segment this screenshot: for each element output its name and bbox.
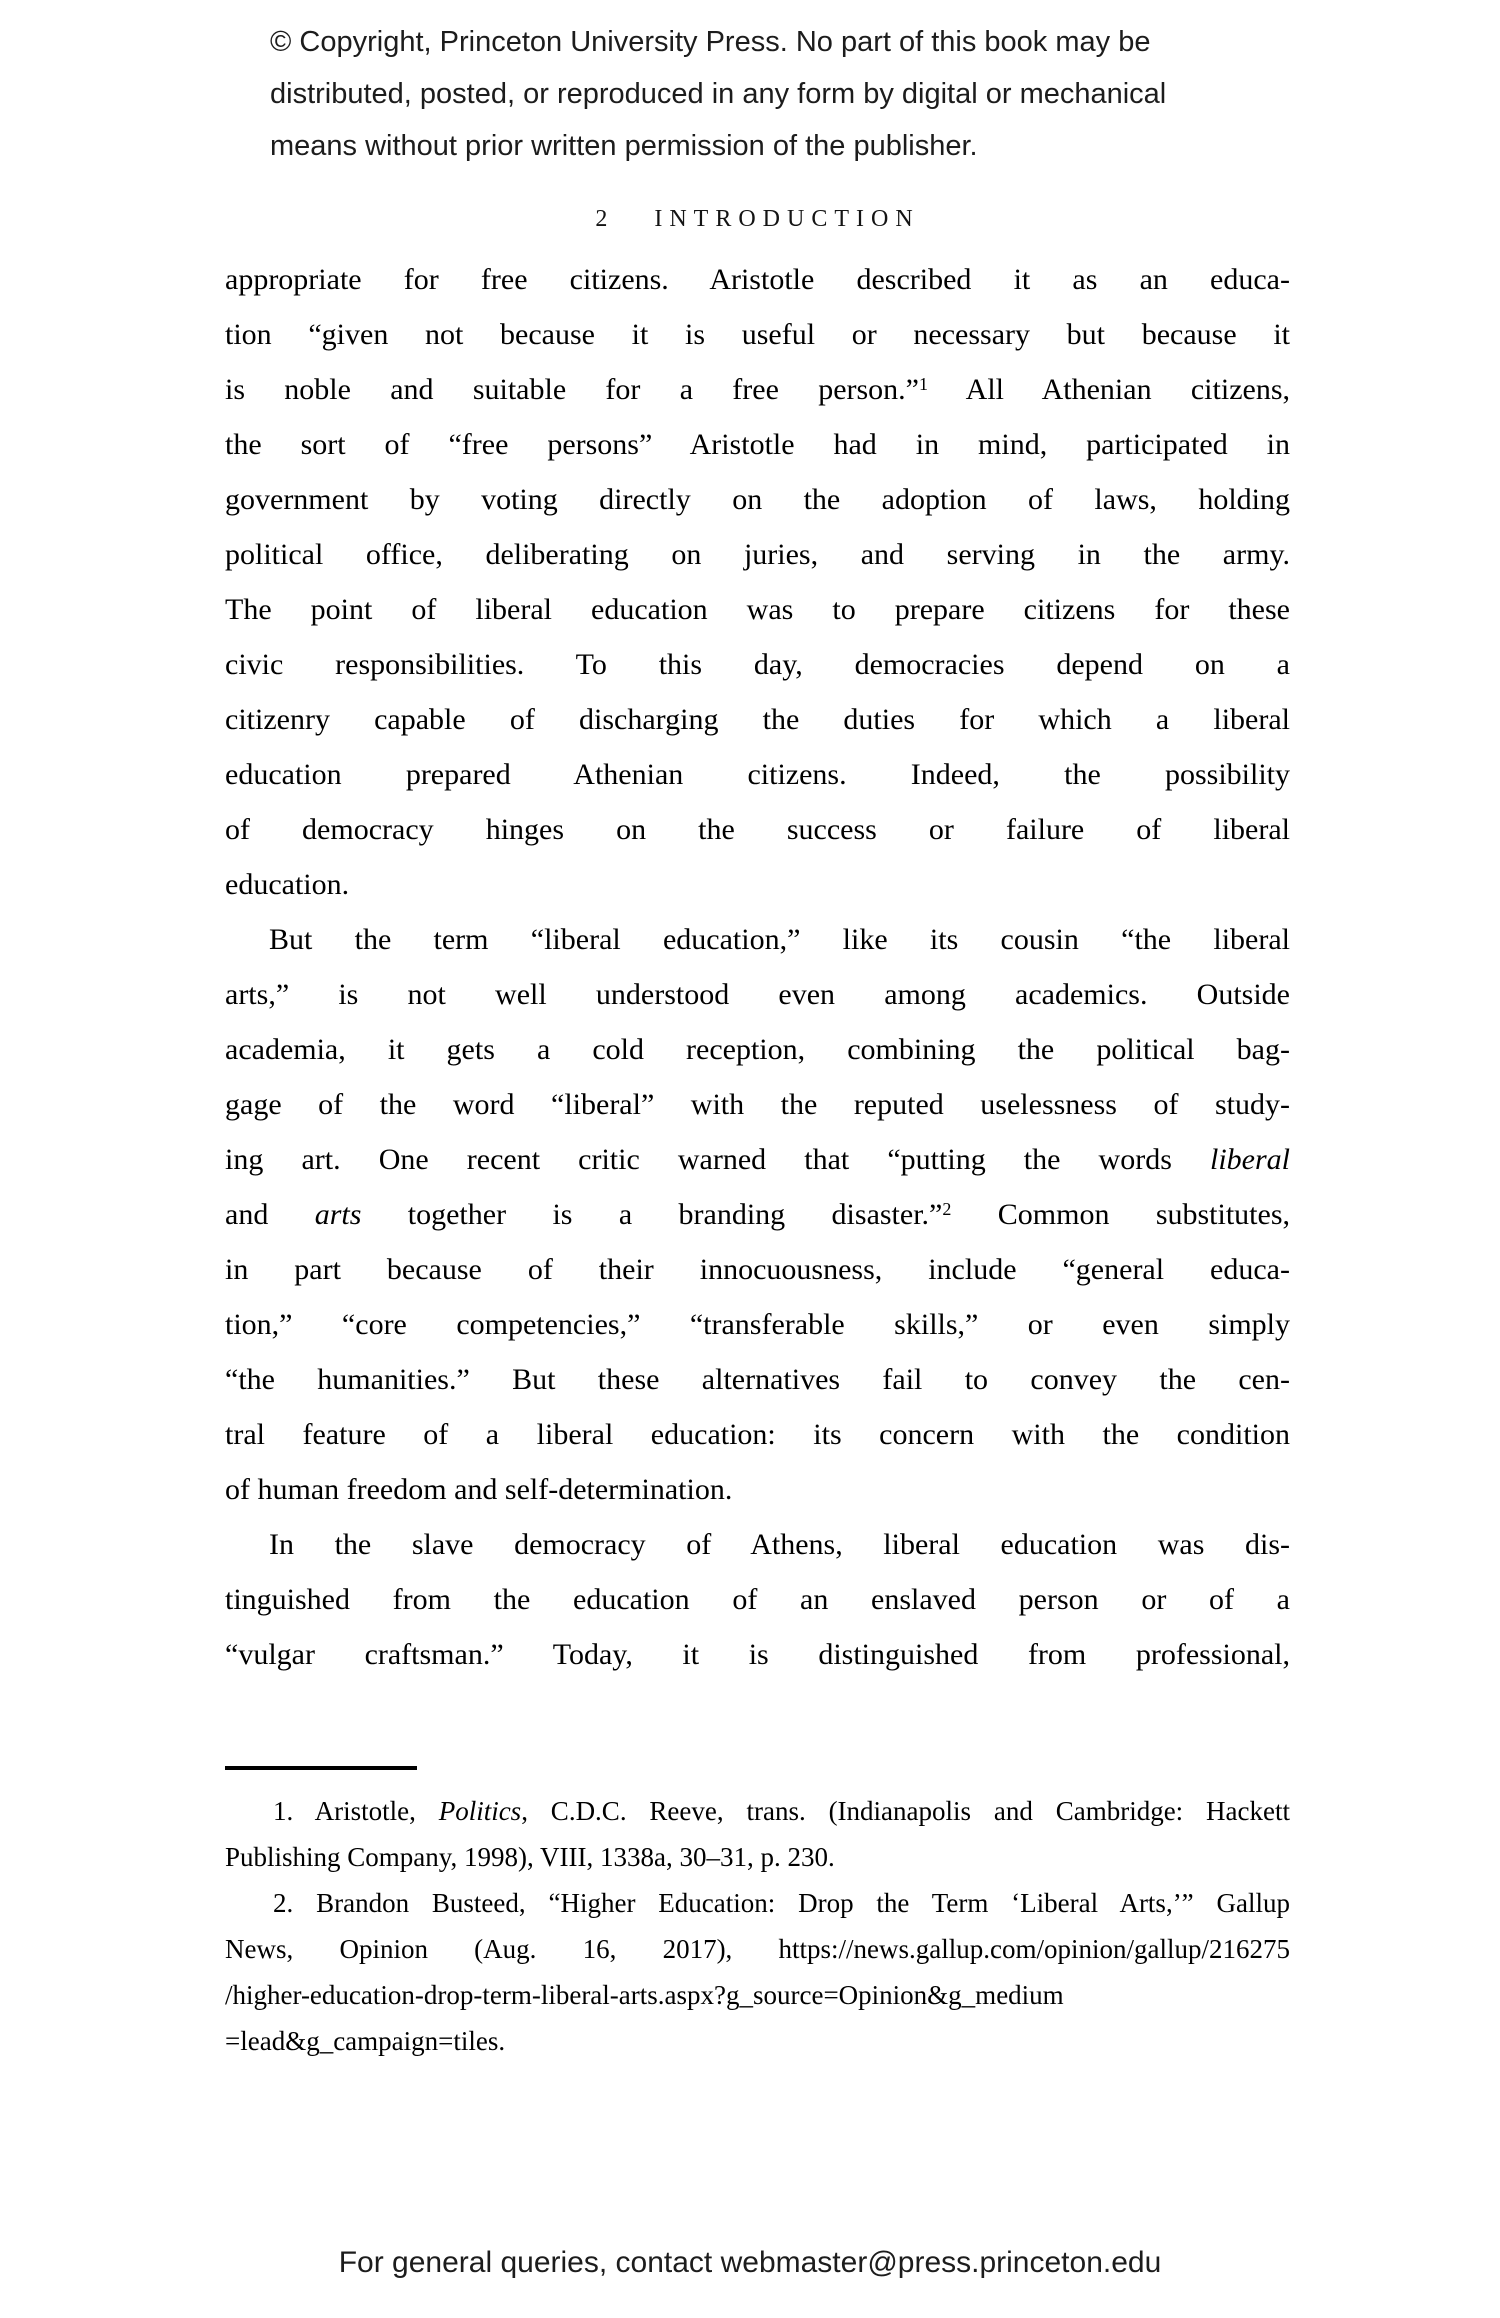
- copyright-line: means without prior written permission of the publisher.: [270, 130, 978, 162]
- text-segment: 1. Aristotle,: [273, 1796, 439, 1826]
- text-segment: of human freedom and self-determination.: [225, 1473, 733, 1506]
- text-line: [225, 1242, 1290, 1297]
- text-line: [225, 1297, 1290, 1352]
- text-line: [225, 1077, 1290, 1132]
- paragraph: [225, 1517, 1290, 1682]
- text-line: [225, 2018, 1290, 2064]
- text-segment: The point of liberal education was to prepare citizens for these: [225, 593, 1290, 626]
- footnotes: [225, 1788, 1290, 2064]
- text-segment: appropriate for free citizens. Aristotle described it as an educa-: [225, 263, 1290, 296]
- text-line: [225, 802, 1290, 857]
- text-line: [225, 637, 1290, 692]
- text-segment: 2. Brandon Busteed, “Higher Education: Drop the Term ‘Liberal Arts,’” Gallup: [273, 1888, 1290, 1918]
- text-line: [225, 1572, 1290, 1627]
- text-segment: is noble and suitable for a free person.”: [225, 373, 920, 406]
- text-segment: academia, it gets a cold reception, combining the political bag-: [225, 1033, 1290, 1066]
- page-number: 2: [595, 206, 609, 232]
- text-segment: But the term “liberal education,” like its cousin “the liberal: [269, 923, 1290, 956]
- text-segment: ing art. One recent critic warned that “putting the words: [225, 1143, 1210, 1176]
- text-line: [225, 252, 1290, 307]
- text-line: [225, 1834, 1290, 1880]
- text-segment: of democracy hinges on the success or failure of liberal: [225, 813, 1290, 846]
- footnote-marker: 1: [919, 374, 929, 394]
- running-title: INTRODUCTION: [654, 206, 920, 232]
- text-segment: citizenry capable of discharging the duties for which a liberal: [225, 703, 1290, 736]
- text-segment: , C.D.C. Reeve, trans. (Indianapolis and Cambridge: Hackett: [521, 1796, 1290, 1826]
- footnote-rule: [225, 1766, 417, 1770]
- footnote-marker: 2: [942, 1199, 952, 1219]
- text-segment: All Athenian citizens,: [928, 373, 1290, 406]
- text-segment: /higher-education-drop-term-liberal-arts.aspx?g_source=Opinion&g_medium: [225, 1980, 1064, 2010]
- text-segment: arts,” is not well understood even among academics. Outside: [225, 978, 1290, 1011]
- text-line: [225, 1627, 1290, 1682]
- text-segment: government by voting directly on the adoption of laws, holding: [225, 483, 1290, 516]
- text-line: [225, 1407, 1290, 1462]
- text-segment: Common substitutes,: [951, 1198, 1290, 1231]
- text-segment: =lead&g_campaign=tiles.: [225, 2026, 506, 2056]
- text-segment: News, Opinion (Aug. 16, 2017), https://news.gallup.com/opinion/gallup/216275: [225, 1934, 1290, 1964]
- text-segment: and: [225, 1198, 315, 1231]
- text-segment: in part because of their innocuousness, include “general educa-: [225, 1253, 1290, 1286]
- text-line: [225, 1462, 1290, 1517]
- text-segment: civic responsibilities. To this day, democracies depend on a: [225, 648, 1290, 681]
- text-line: [225, 1132, 1290, 1187]
- text-line: [225, 692, 1290, 747]
- body-text: [225, 252, 1290, 1682]
- paragraph: [225, 252, 1290, 912]
- text-segment: “the humanities.” But these alternatives fail to convey the cen-: [225, 1363, 1290, 1396]
- text-line: [225, 1352, 1290, 1407]
- text-line: [225, 362, 1290, 417]
- text-line: [225, 1022, 1290, 1077]
- webmaster-email: webmaster@press.princeton.edu: [720, 2246, 1162, 2279]
- text-segment: Publishing Company, 1998), VIII, 1338a, 30–31, p. 230.: [225, 1842, 835, 1872]
- text-line: [225, 747, 1290, 802]
- text-segment: tral feature of a liberal education: its concern with the condition: [225, 1418, 1290, 1451]
- text-line: [225, 857, 1290, 912]
- text-line: [225, 417, 1290, 472]
- text-segment: tinguished from the education of an enslaved person or of a: [225, 1583, 1290, 1616]
- text-line: [225, 527, 1290, 582]
- text-segment: Politics: [438, 1796, 522, 1826]
- copyright-line: © Copyright, Princeton University Press. No part of this book may be: [270, 26, 1151, 58]
- text-line: [225, 1972, 1290, 2018]
- text-line: [225, 1187, 1290, 1242]
- text-segment: education.: [225, 868, 350, 901]
- text-segment: education prepared Athenian citizens. Indeed, the possibility: [225, 758, 1290, 791]
- text-line: [225, 1926, 1290, 1972]
- text-line: [225, 307, 1290, 362]
- text-line: [225, 1788, 1290, 1834]
- text-line: [225, 582, 1290, 637]
- text-segment: tion,” “core competencies,” “transferable skills,” or even simply: [225, 1308, 1290, 1341]
- text-segment: the sort of “free persons” Aristotle had in mind, participated in: [225, 428, 1290, 461]
- page-footer: [0, 2246, 1500, 2280]
- text-segment: political office, deliberating on juries, and serving in the army.: [225, 538, 1290, 571]
- text-segment: arts: [314, 1198, 362, 1231]
- text-line: [225, 1880, 1290, 1926]
- footnote-item: [225, 1788, 1290, 1880]
- text-line: [225, 912, 1290, 967]
- text-segment: gage of the word “liberal” with the reputed uselessness of study-: [225, 1088, 1290, 1121]
- footnote-item: [225, 1880, 1290, 2064]
- text-line: [225, 472, 1290, 527]
- running-header: [225, 206, 1290, 233]
- copyright-line: distributed, posted, or reproduced in any form by digital or mechanical: [270, 78, 1167, 110]
- text-line: [225, 1517, 1290, 1572]
- copyright-notice: [270, 16, 1270, 172]
- footer-text: For general queries, contact: [338, 2246, 721, 2279]
- paragraph: [225, 912, 1290, 1517]
- text-segment: “vulgar craftsman.” Today, it is distinguished from professional,: [225, 1638, 1290, 1671]
- text-segment: liberal: [1210, 1143, 1290, 1176]
- text-segment: In the slave democracy of Athens, liberal education was dis-: [269, 1528, 1290, 1561]
- text-segment: together is a branding disaster.”: [361, 1198, 943, 1231]
- text-segment: tion “given not because it is useful or necessary but because it: [225, 318, 1290, 351]
- text-line: [225, 967, 1290, 1022]
